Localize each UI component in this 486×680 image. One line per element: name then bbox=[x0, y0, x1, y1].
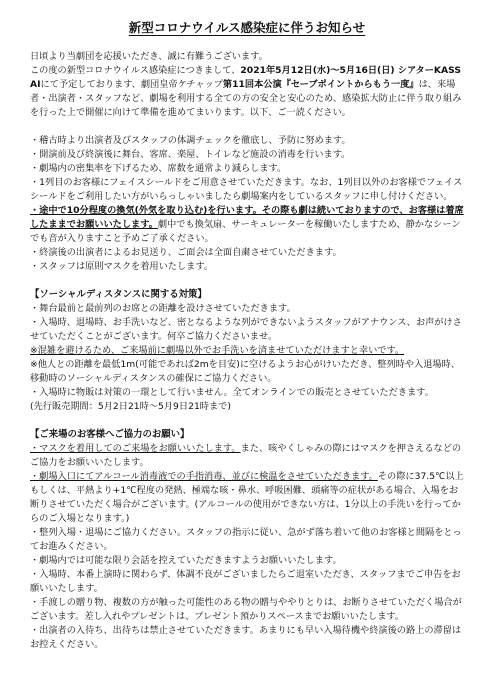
intro-greeting: 日頃より当劇団を応援いただき、誠に有難うございます。 bbox=[30, 51, 268, 62]
list-item-restroom-note: ※混雑を避けるため、ご来場前に劇場以外でお手洗いを済ませていただけますと幸いです。 bbox=[30, 345, 405, 356]
list-item: ・劇場内では可能な限り会話を控えていただきますようお願いいたします。 bbox=[30, 555, 342, 566]
list-item: ・入場時、本番上演時に関わらず、体調不良がございましたらご退室いただき、スタッフまでご申告をお願いいたします。 bbox=[30, 569, 461, 594]
list-item: ・開演前及び終演後に舞台、客席、楽屋、トイレなど施設の消毒を行います。 bbox=[30, 149, 351, 160]
list-item: ・出演者の入待ち、出待ちは禁止させていただきます。あまりにも早い入場待機や終演後の路上の滞留はお控えください。 bbox=[30, 625, 462, 650]
list-item: ・入場時に物販は対策の一環として行いません。全てオンラインでの販売とさせていただきます。 bbox=[30, 387, 434, 398]
list-item: ※他人との距離を最低1m(可能であれば2mを目安)に空けるようお心がけいただき、整列時や入退場時、移動時のソーシャルディスタンスの確保にご協力ください。 bbox=[30, 359, 460, 384]
list-item-mask: ・マスクを着用してのご来場をお願いいたします。また、咳やくしゃみの際にはマスクを押さえるなどのご協力をお願いいたします。 bbox=[30, 443, 462, 468]
list-item-presale-period: (先行販売期間：5月2日21時～5月9日21時まで) bbox=[30, 401, 231, 412]
document-title-text: 新型コロナウイルス感染症に伴うお知らせ bbox=[128, 20, 366, 35]
list-item: ・手渡しの贈り物、複数の方が触った可能性のある物の贈与ややりとりは、お断りさせていただく場合がございます。差し入れやプレゼントは、プレゼント預かりスペースまでお願いいたします。 bbox=[30, 597, 462, 622]
list-item: ・劇場内の密集率を下げるため、席数を通常より減らします。 bbox=[30, 163, 287, 174]
list-item: ・整列入場・退場にご協力ください。スタッフの指示に従い、急がず落ち着いて他のお客様と間隔をとってお進みください。 bbox=[30, 527, 462, 552]
list-item: ・スタッフは原則マスクを着用いたします。 bbox=[30, 261, 214, 272]
list-item: ・入場時、退場時、お手洗いなど、密となるような列ができないようスタッフがアナウンス、お声がけさせていただくことがございます。何卒ご協力くださいませ。 bbox=[30, 317, 462, 342]
document-title bbox=[30, 18, 464, 36]
visitor-request-heading: 【ご来場のお客様へご協力のお願い】 bbox=[30, 429, 190, 440]
social-distance-list bbox=[30, 302, 464, 414]
list-item-ventilation: ・途中で10分程度の換気(外気を取り込む)を行います。その際も劇は続いておりますので、お客様は着席したままでお願いいたします。劇中でも換気扇、サーキュレーターを稼働いたしますため、静かなシーンでも音が入りますこと予めご了承ください。 bbox=[30, 205, 464, 244]
visitor-request-list bbox=[30, 442, 464, 652]
social-distance-heading: 【ソーシャルディスタンスに関する対策】 bbox=[30, 289, 207, 300]
general-measures-list bbox=[30, 134, 464, 274]
performance-title: 第11回本公演『セーブポイントからもう一度』 bbox=[222, 79, 419, 90]
list-item: ・1列目のお客様にフェイスシールドをご用意させていただきます。なお、1列目以外のお客様でフェイスシールドをご利用したい方がいらっしゃいましたら劇場案内をしているスタッフに申し付けください。 bbox=[30, 177, 463, 202]
list-item: ・稽古時より出演者及びスタッフの体調チェックを徹底し、予防に努めます。 bbox=[30, 135, 351, 146]
list-item: ・終演後の出演者によるお見送り、ご面会は全面自粛させていただきます。 bbox=[30, 247, 342, 258]
list-item: ・舞台最前と最前列のお席との距離を設けさせていただきます。 bbox=[30, 303, 296, 314]
list-item-disinfection: ・劇場入口にてアルコール消毒液での手指消毒、並びに検温をさせていただきます。その際に37.5℃以上もしくは、平熱より+1℃程度の発熱、極端な咳・鼻水、呼吸困難、頭痛等の症状がある場合、入場をお断りさせていただく場合がございます。(アルコールの使用ができない方は、1分以上の手洗いを行ってからのご入場となります。) bbox=[30, 471, 464, 524]
intro-paragraph: この度の新型コロナウイルス感染症につきまして、2021年5月12日(水)～5月16日(日) シアターKASSAIにて予定しております、劇団皇帝ケチャップ第11回本公演『セーブポイントからもう一度』は、来場者・出演者・スタッフなど、劇場を利用する全ての方の安全と安心のため、感染拡大防止に伴う取り組みを行った上で開催に向けて準備を進めてまいります。以下、ご一読ください。 bbox=[30, 65, 462, 118]
performance-dates: 2021年5月12日(水)～5月16日(日) シアターKASSAI bbox=[30, 65, 461, 90]
